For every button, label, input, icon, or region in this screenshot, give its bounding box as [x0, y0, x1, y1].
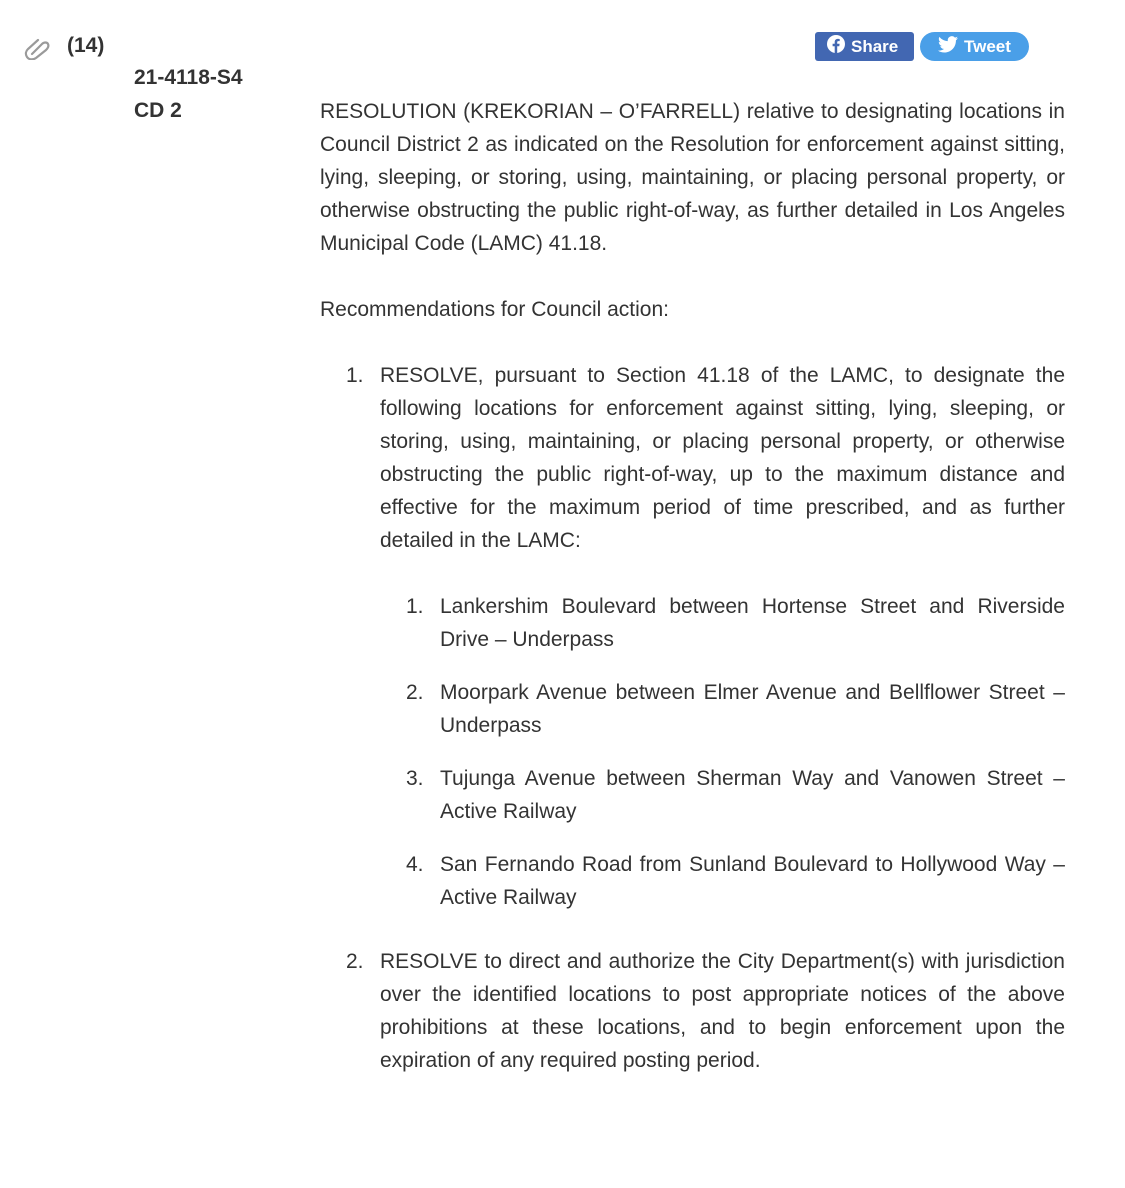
twitter-bird-icon: [938, 36, 958, 58]
location-number: 4.: [406, 853, 424, 876]
share-bar: [815, 32, 1029, 61]
resolution-text: RESOLUTION (KREKORIAN – O’FARRELL) relative to designating locations in Council District 2 as indicated on the Resolution for enforcement against sitting, lying, sleeping, or storing, using, maintaining, or placing personal property, or otherwise obstructing the public right-of-way, as further detailed in Los Angeles Municipal Code (LAMC) 41.18.: [320, 100, 1065, 255]
location-text: Lankershim Boulevard between Hortense Street and Riverside Drive – Underpass: [440, 595, 1065, 651]
recommendations-list: [320, 359, 1065, 1077]
facebook-share-button[interactable]: [815, 32, 914, 61]
location-item: [380, 676, 1065, 742]
facebook-icon: [827, 35, 845, 58]
recommendation-item: [320, 359, 1065, 914]
tweet-label: Tweet: [964, 36, 1011, 56]
paperclip-icon[interactable]: [24, 36, 50, 60]
recommendation-text: RESOLVE to direct and authorize the City Department(s) with jurisdiction over the identified locations to post appropriate notices of the above prohibitions at these locations, and to begin enforcement upon the expiration of any required posting period.: [380, 950, 1065, 1072]
item-body: [320, 95, 1065, 1077]
item-number: (14): [67, 34, 105, 57]
location-item: [380, 762, 1065, 828]
recommendation-number: 1.: [346, 364, 364, 387]
location-item: [380, 590, 1065, 656]
location-number: 1.: [406, 595, 424, 618]
recommendation-item: [320, 945, 1065, 1077]
location-text: San Fernando Road from Sunland Boulevard to Hollywood Way – Active Railway: [440, 853, 1065, 909]
location-number: 2.: [406, 681, 424, 704]
recommendation-text: RESOLVE, pursuant to Section 41.18 of the LAMC, to designate the following locations for enforcement against sitting, lying, sleeping, or storing, using, maintaining, or placing personal property, or otherwise obstructing the public right-of-way, up to the maximum distance and effective for the maximum period of time prescribed, and as further detailed in the LAMC:: [380, 364, 1065, 552]
location-item: [380, 848, 1065, 914]
tweet-button[interactable]: [920, 32, 1029, 61]
locations-list: [380, 590, 1065, 914]
location-text: Moorpark Avenue between Elmer Avenue and Bellflower Street – Underpass: [440, 681, 1065, 737]
recommendation-number: 2.: [346, 950, 364, 973]
location-number: 3.: [406, 767, 424, 790]
council-file-number[interactable]: 21-4118-S4: [134, 66, 243, 89]
location-text: Tujunga Avenue between Sherman Way and Vanowen Street – Active Railway: [440, 767, 1065, 823]
council-district: CD 2: [134, 99, 182, 122]
facebook-share-label: Share: [851, 36, 899, 56]
recommendations-heading: Recommendations for Council action:: [320, 298, 670, 321]
